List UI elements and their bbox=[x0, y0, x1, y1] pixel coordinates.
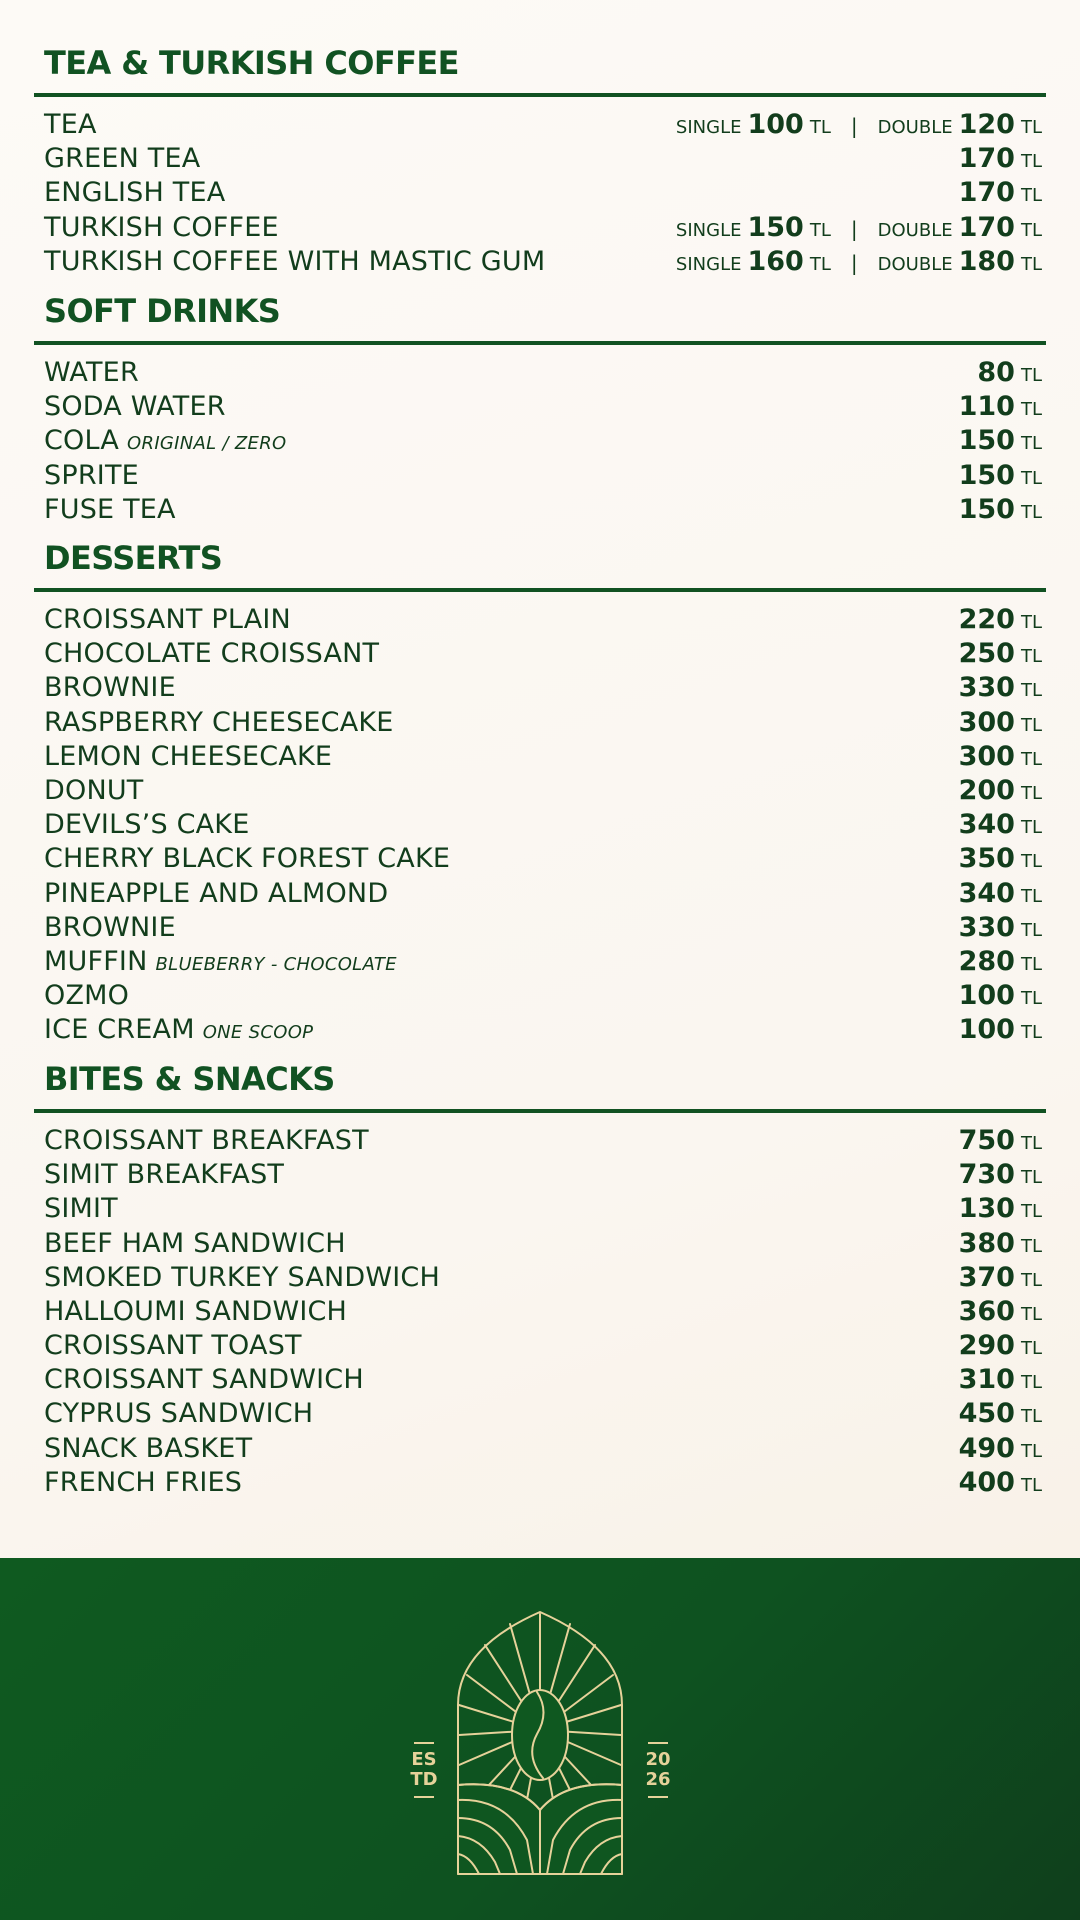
menu-item bbox=[44, 1362, 1042, 1396]
price-value: 80 bbox=[977, 356, 1015, 388]
item-price bbox=[959, 672, 1042, 703]
item-name: TURKISH COFFEE bbox=[44, 211, 279, 243]
item-name: CHOCOLATE CROISSANT bbox=[44, 637, 380, 669]
currency: TL bbox=[809, 116, 831, 138]
item-price bbox=[959, 1193, 1042, 1224]
single-price: 150 bbox=[747, 211, 804, 243]
item-name: ENGLISH TEA bbox=[44, 176, 226, 208]
item-name: BEEF HAM SANDWICH bbox=[44, 1227, 346, 1259]
item-name: CYPRUS SANDWICH bbox=[44, 1397, 314, 1429]
double-price: 120 bbox=[958, 108, 1015, 140]
menu-item bbox=[44, 1123, 1042, 1157]
item-price bbox=[676, 212, 1042, 243]
currency: TL bbox=[1020, 1235, 1042, 1257]
currency: TL bbox=[1020, 1371, 1042, 1393]
menu-item bbox=[44, 841, 1042, 875]
divider bbox=[414, 1742, 434, 1744]
item-name-group bbox=[44, 946, 397, 977]
item-name: LEMON CHEESECAKE bbox=[44, 740, 333, 772]
item-price bbox=[959, 494, 1042, 525]
currency: TL bbox=[1020, 219, 1042, 241]
price-value: 200 bbox=[958, 774, 1015, 806]
item-name: HALLOUMI SANDWICH bbox=[44, 1295, 348, 1327]
item-name: TEA bbox=[44, 108, 97, 140]
menu-item bbox=[44, 1396, 1042, 1430]
price-value: 330 bbox=[958, 911, 1015, 943]
item-price bbox=[959, 912, 1042, 943]
item-price bbox=[959, 1433, 1042, 1464]
currency: TL bbox=[1020, 850, 1042, 872]
item-name: SIMIT bbox=[44, 1192, 118, 1224]
item-note: BLUEBERRY - CHOCOLATE bbox=[155, 953, 397, 975]
currency: TL bbox=[1020, 1440, 1042, 1462]
price-value: 330 bbox=[958, 671, 1015, 703]
currency: TL bbox=[1020, 398, 1042, 420]
menu-item bbox=[44, 910, 1042, 944]
currency: TL bbox=[1020, 1474, 1042, 1496]
price-value: 300 bbox=[958, 740, 1015, 772]
menu-item bbox=[44, 458, 1042, 492]
menu-item bbox=[44, 1226, 1042, 1260]
item-name: GREEN TEA bbox=[44, 142, 201, 174]
currency: TL bbox=[1020, 816, 1042, 838]
currency: TL bbox=[1020, 919, 1042, 941]
item-price bbox=[959, 1296, 1042, 1327]
coffee-bean-arch-icon bbox=[455, 1610, 625, 1876]
item-name: RASPBERRY CHEESECAKE bbox=[44, 706, 394, 738]
item-price bbox=[959, 843, 1042, 874]
item-price bbox=[959, 1364, 1042, 1395]
item-name: WATER bbox=[44, 356, 139, 388]
price-value: 730 bbox=[958, 1158, 1015, 1190]
item-price bbox=[959, 638, 1042, 669]
single-label: SINGLE bbox=[675, 253, 742, 275]
item-name: CROISSANT PLAIN bbox=[44, 603, 291, 635]
item-price bbox=[959, 1398, 1042, 1429]
item-name: ICE CREAM bbox=[44, 1013, 195, 1045]
item-price bbox=[959, 1014, 1042, 1045]
item-name: SPRITE bbox=[44, 459, 139, 491]
menu-item bbox=[44, 670, 1042, 704]
menu-item bbox=[44, 602, 1042, 636]
menu-item bbox=[44, 1191, 1042, 1225]
item-note: ORIGINAL / ZERO bbox=[127, 432, 287, 454]
item-price bbox=[959, 604, 1042, 635]
item-name: DEVILS’S CAKE bbox=[44, 808, 250, 840]
item-name: CHERRY BLACK FOREST CAKE bbox=[44, 842, 451, 874]
item-name: FUSE TEA bbox=[44, 493, 176, 525]
currency: TL bbox=[1020, 1132, 1042, 1154]
menu-item bbox=[44, 1465, 1042, 1499]
menu-item bbox=[44, 492, 1042, 526]
price-value: 750 bbox=[958, 1124, 1015, 1156]
item-price bbox=[959, 1262, 1042, 1293]
double-label: DOUBLE bbox=[877, 219, 953, 241]
currency: TL bbox=[1020, 1405, 1042, 1427]
menu-item bbox=[44, 244, 1042, 278]
currency: TL bbox=[809, 219, 831, 241]
currency: TL bbox=[1020, 364, 1042, 386]
est-text: ES bbox=[411, 1749, 437, 1770]
price-value: 300 bbox=[958, 706, 1015, 738]
currency: TL bbox=[1020, 611, 1042, 633]
item-name: SNACK BASKET bbox=[44, 1432, 253, 1464]
currency: TL bbox=[1020, 1337, 1042, 1359]
price-value: 150 bbox=[958, 493, 1015, 525]
menu-item bbox=[44, 355, 1042, 389]
currency: TL bbox=[1020, 432, 1042, 454]
menu-item bbox=[44, 423, 1042, 457]
currency: TL bbox=[809, 253, 831, 275]
item-name: COLA bbox=[44, 424, 120, 456]
menu-item bbox=[44, 1328, 1042, 1362]
price-value: 310 bbox=[958, 1363, 1015, 1395]
item-price bbox=[959, 177, 1042, 208]
price-value: 170 bbox=[958, 176, 1015, 208]
currency: TL bbox=[1020, 150, 1042, 172]
currency: TL bbox=[1020, 679, 1042, 701]
item-price bbox=[959, 1159, 1042, 1190]
price-separator: | bbox=[850, 250, 858, 275]
section-divider bbox=[34, 93, 1046, 97]
item-price bbox=[959, 878, 1042, 909]
menu-item bbox=[44, 210, 1042, 244]
price-value: 220 bbox=[958, 603, 1015, 635]
single-label: SINGLE bbox=[675, 116, 742, 138]
divider bbox=[648, 1742, 668, 1744]
price-value: 280 bbox=[958, 945, 1015, 977]
currency: TL bbox=[1020, 1269, 1042, 1291]
currency: TL bbox=[1020, 1200, 1042, 1222]
item-name: MUFFIN bbox=[44, 945, 148, 977]
single-price: 160 bbox=[747, 245, 804, 277]
menu-item bbox=[44, 978, 1042, 1012]
currency: TL bbox=[1020, 1166, 1042, 1188]
footer bbox=[0, 1558, 1080, 1920]
double-label: DOUBLE bbox=[877, 116, 953, 138]
menu-item bbox=[44, 773, 1042, 807]
item-price bbox=[959, 425, 1042, 456]
menu-item bbox=[44, 1294, 1042, 1328]
price-value: 100 bbox=[958, 1013, 1015, 1045]
menu-item bbox=[44, 389, 1042, 423]
menu-item bbox=[44, 175, 1042, 209]
double-price: 170 bbox=[958, 211, 1015, 243]
currency: TL bbox=[1020, 987, 1042, 1009]
price-value: 380 bbox=[958, 1227, 1015, 1259]
price-value: 370 bbox=[958, 1261, 1015, 1293]
menu-item bbox=[44, 944, 1042, 978]
item-name: DONUT bbox=[44, 774, 144, 806]
menu-item bbox=[44, 876, 1042, 910]
currency: TL bbox=[1020, 782, 1042, 804]
menu-item bbox=[44, 636, 1042, 670]
price-value: 290 bbox=[958, 1329, 1015, 1361]
currency: TL bbox=[1020, 953, 1042, 975]
menu-item bbox=[44, 807, 1042, 841]
currency: TL bbox=[1020, 1303, 1042, 1325]
item-price bbox=[959, 143, 1042, 174]
item-note: ONE SCOOP bbox=[202, 1021, 314, 1043]
item-price bbox=[959, 1228, 1042, 1259]
section-title: BITES & SNACKS bbox=[44, 1060, 335, 1098]
item-price bbox=[959, 707, 1042, 738]
item-price bbox=[959, 1330, 1042, 1361]
item-name-group bbox=[44, 1014, 313, 1045]
est-text: TD bbox=[410, 1769, 438, 1790]
price-value: 150 bbox=[958, 459, 1015, 491]
divider bbox=[648, 1796, 668, 1798]
item-name: TURKISH COFFEE WITH MASTIC GUM bbox=[44, 245, 546, 277]
currency: TL bbox=[1020, 748, 1042, 770]
item-name: BROWNIE bbox=[44, 671, 176, 703]
price-separator: | bbox=[850, 113, 858, 138]
currency: TL bbox=[1020, 885, 1042, 907]
price-separator: | bbox=[850, 216, 858, 241]
double-label: DOUBLE bbox=[877, 253, 953, 275]
currency: TL bbox=[1020, 501, 1042, 523]
est-label bbox=[409, 1736, 439, 1804]
year-text: 20 bbox=[645, 1749, 671, 1770]
item-name: SIMIT BREAKFAST bbox=[44, 1158, 285, 1190]
menu-item bbox=[44, 1157, 1042, 1191]
menu-item bbox=[44, 107, 1042, 141]
currency: TL bbox=[1020, 184, 1042, 206]
section-divider bbox=[34, 341, 1046, 345]
currency: TL bbox=[1020, 116, 1042, 138]
menu-item bbox=[44, 141, 1042, 175]
item-name: CROISSANT BREAKFAST bbox=[44, 1124, 369, 1156]
section-divider bbox=[34, 588, 1046, 592]
item-price bbox=[959, 391, 1042, 422]
price-value: 360 bbox=[958, 1295, 1015, 1327]
menu-item bbox=[44, 1260, 1042, 1294]
single-label: SINGLE bbox=[675, 219, 742, 241]
section-title: SOFT DRINKS bbox=[44, 292, 281, 330]
item-name: CROISSANT TOAST bbox=[44, 1329, 302, 1361]
price-value: 340 bbox=[958, 808, 1015, 840]
price-value: 130 bbox=[958, 1192, 1015, 1224]
item-name-group bbox=[44, 425, 286, 456]
price-value: 340 bbox=[958, 877, 1015, 909]
item-price bbox=[959, 946, 1042, 977]
item-price bbox=[676, 109, 1042, 140]
item-name: BROWNIE bbox=[44, 911, 176, 943]
menu-item bbox=[44, 739, 1042, 773]
price-value: 170 bbox=[958, 142, 1015, 174]
year-text: 26 bbox=[645, 1769, 671, 1790]
double-price: 180 bbox=[958, 245, 1015, 277]
single-price: 100 bbox=[747, 108, 804, 140]
item-name: FRENCH FRIES bbox=[44, 1466, 243, 1498]
item-price bbox=[959, 460, 1042, 491]
section-title: TEA & TURKISH COFFEE bbox=[44, 44, 459, 82]
item-price bbox=[959, 980, 1042, 1011]
currency: TL bbox=[1020, 467, 1042, 489]
price-value: 350 bbox=[958, 842, 1015, 874]
price-value: 400 bbox=[958, 1466, 1015, 1498]
item-name: SMOKED TURKEY SANDWICH bbox=[44, 1261, 440, 1293]
currency: TL bbox=[1020, 714, 1042, 736]
price-value: 490 bbox=[958, 1432, 1015, 1464]
item-name: PINEAPPLE AND ALMOND bbox=[44, 877, 389, 909]
year-label bbox=[643, 1736, 673, 1804]
currency: TL bbox=[1020, 645, 1042, 667]
item-price bbox=[959, 741, 1042, 772]
item-name: OZMO bbox=[44, 979, 130, 1011]
price-value: 250 bbox=[958, 637, 1015, 669]
item-price bbox=[977, 357, 1042, 388]
menu-item bbox=[44, 1431, 1042, 1465]
item-price bbox=[959, 1125, 1042, 1156]
currency: TL bbox=[1020, 253, 1042, 275]
item-price bbox=[959, 809, 1042, 840]
price-value: 110 bbox=[958, 390, 1015, 422]
item-name: SODA WATER bbox=[44, 390, 226, 422]
divider bbox=[414, 1796, 434, 1798]
price-value: 150 bbox=[958, 424, 1015, 456]
section-title: DESSERTS bbox=[44, 539, 223, 577]
item-price bbox=[676, 246, 1042, 277]
price-value: 450 bbox=[958, 1397, 1015, 1429]
item-price bbox=[959, 1467, 1042, 1498]
menu-item bbox=[44, 705, 1042, 739]
menu-item bbox=[44, 1012, 1042, 1046]
section-divider bbox=[34, 1109, 1046, 1113]
item-price bbox=[959, 775, 1042, 806]
price-value: 100 bbox=[958, 979, 1015, 1011]
currency: TL bbox=[1020, 1021, 1042, 1043]
item-name: CROISSANT SANDWICH bbox=[44, 1363, 364, 1395]
